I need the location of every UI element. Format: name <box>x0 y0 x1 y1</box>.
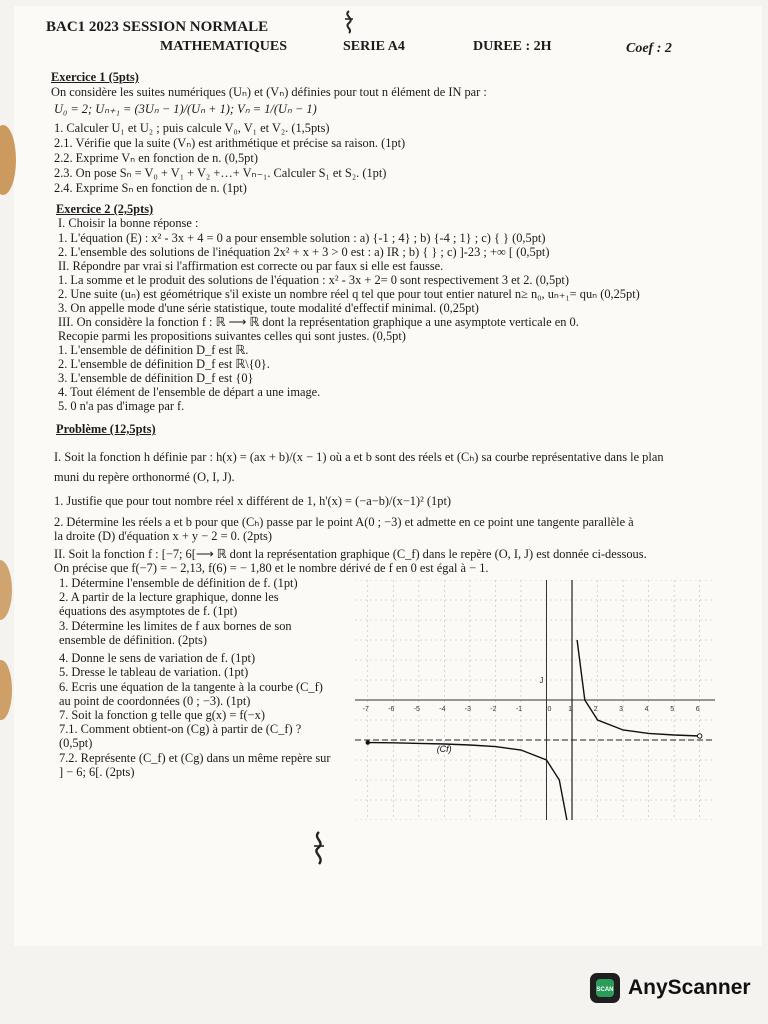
problem-question: ] − 6; 6[. (2pts) <box>59 765 135 779</box>
problem-line: II. Soit la fonction f : [−7; 6[⟶ ℝ dont la représentation graphique (C_f) dans le repère (O, I, J) est donnée ci-dessous. <box>54 547 647 561</box>
exercise2-line: 2. L'ensemble des solutions de l'inéquation 2x² + x + 3 > 0 est : a) IR ; b) { } ; c) ]-23 ; +∞ [ (0,5pt) <box>58 245 550 259</box>
signature-mark-icon <box>308 830 330 866</box>
exercise2-line: 3. L'ensemble de définition D_f est {0} <box>58 371 254 385</box>
exercise1-q1: 1. Calculer U₁ et U₂ ; puis calcule V₀, V₁ et V₂. (1,5pts) <box>54 121 330 135</box>
exercise2-line: II. Répondre par vrai si l'affirmation est correcte ou par faux si elle est fausse. <box>58 259 444 273</box>
problem-question: 4. Donne le sens de variation de f. (1pt) <box>59 651 256 665</box>
problem-question: 2. A partir de la lecture graphique, donne les <box>59 590 279 604</box>
curve-label: (Cf) <box>436 744 452 754</box>
exercise1-formula: U₀ = 2; Uₙ₊₁ = (3Uₙ − 1)/(Uₙ + 1); Vₙ = 1/(Uₙ − 1) <box>54 102 317 116</box>
exercise2-line: 5. 0 n'a pas d'image par f. <box>58 399 185 413</box>
scanner-logo-text: SCAN <box>596 987 614 993</box>
exercise1-title: Exercice 1 (5pts) <box>51 70 139 84</box>
exercise1-q2-3: 2.3. On pose Sₙ = V₀ + V₁ + V₂ +…+ Vₙ₋₁. Calculer S₁ et S₂. (1pt) <box>54 166 387 180</box>
exercise2-line: 1. L'ensemble de définition D_f est ℝ. <box>58 343 249 357</box>
problem-question: 5. Dresse le tableau de variation. (1pt) <box>59 665 249 679</box>
x-tick-label: -4 <box>439 706 446 713</box>
problem-question: 7.1. Comment obtient-on (Cg) à partir de (C_f) ? <box>59 722 302 736</box>
problem-question: 1. Détermine l'ensemble de définition de f. (1pt) <box>59 576 298 590</box>
exercise1-q2-2: 2.2. Exprime Vₙ en fonction de n. (0,5pt) <box>54 151 258 165</box>
x-tick-label: -1 <box>515 706 523 713</box>
x-tick-label: 1 <box>568 706 572 713</box>
x-tick-label: 4 <box>644 706 649 713</box>
duration-label: DUREE : 2H <box>473 39 552 54</box>
problem-line: I. Soit la fonction h définie par : h(x) = (ax + b)/(x − 1) où a et b sont des réels et (Cₕ) sa courbe représentative dans le plan <box>54 450 664 464</box>
x-tick-label: 0 <box>547 706 552 713</box>
x-tick-label: 6 <box>695 706 700 713</box>
subject-label: MATHEMATIQUES <box>160 39 288 54</box>
school-logo-icon <box>340 10 358 34</box>
page-edge-shadow <box>0 560 12 620</box>
exercise2-line: III. On considère la fonction f : ℝ ⟶ ℝ dont la représentation graphique a une asymptote verticale en 0. <box>58 315 579 329</box>
exercise2-line: 3. On appelle mode d'une série statistique, toute modalité d'effectif minimal. (0,25pt) <box>58 301 479 315</box>
page-edge-shadow <box>0 660 12 720</box>
exercise2-line: Recopie parmi les propositions suivantes celles qui sont justes. (0,5pt) <box>58 329 406 343</box>
problem-question: ensemble de définition. (2pts) <box>59 633 207 647</box>
exercise2-line: 1. La somme et le produit des solutions de l'équation : x² - 3x + 2= 0 sont respectivement 3 et 2. (0,5pt) <box>58 273 569 287</box>
exercise1-q2-4: 2.4. Exprime Sₙ en fonction de n. (1pt) <box>54 181 247 195</box>
problem-question: (0,5pt) <box>59 736 93 750</box>
serie-label: SERIE A4 <box>343 39 405 54</box>
problem-question: 3. Détermine les limites de f aux bornes de son <box>59 619 292 633</box>
problem-question: 7.2. Représente (C_f) et (Cg) dans un même repère sur <box>59 751 331 765</box>
endpoint-open <box>697 734 701 738</box>
x-tick-label: 3 <box>619 706 624 713</box>
problem-line: 1. Justifie que pour tout nombre réel x différent de 1, h'(x) = (−a−b)/(x−1)² (1pt) <box>54 494 452 508</box>
problem-title: Problème (12,5pts) <box>56 422 156 436</box>
problem-line: muni du repère orthonormé (O, I, J). <box>54 470 235 484</box>
coef-label: Coef : 2 <box>626 41 672 56</box>
exercise1-intro: On considère les suites numériques (Uₙ) et (Vₙ) définies pour tout n élément de IN par : <box>51 85 487 99</box>
exercise2-line: 2. Une suite (uₙ) est géométrique s'il existe un nombre réel q tel que pour tout entier naturel n≥ n₀, uₙ₊₁= quₙ (0,25pt) <box>58 287 640 301</box>
problem-line: On précise que f(−7) = − 2,13, f(6) = − 1,80 et le nombre dérivé de f en 0 est égal à − 1. <box>54 561 489 575</box>
curve-right-branch <box>577 640 700 736</box>
x-tick-label: -7 <box>362 706 369 713</box>
x-tick-label: -6 <box>388 706 395 713</box>
function-graph <box>355 580 715 820</box>
x-tick-label: 2 <box>593 706 598 713</box>
exercise2-title: Exercice 2 (2,5pts) <box>56 202 154 216</box>
x-tick-label: -2 <box>490 706 497 713</box>
exercise2-line: 1. L'équation (E) : x² - 3x + 4 = 0 a pour ensemble solution : a) {-1 ; 4} ; b) {-4 ; 1} ; c) { } (0,5pt) <box>58 231 546 245</box>
exercise2-line: I. Choisir la bonne réponse : <box>58 216 199 230</box>
exercise2-line: 4. Tout élément de l'ensemble de départ a une image. <box>58 385 321 399</box>
x-tick-label: 5 <box>670 706 675 713</box>
x-tick-label: -5 <box>413 706 420 713</box>
exam-title: BAC1 2023 SESSION NORMALE <box>46 19 269 35</box>
scanner-brand-name: AnyScanner <box>628 976 751 999</box>
exercise1-q2-1: 2.1. Vérifie que la suite (Vₙ) est arithmétique et précise sa raison. (1pt) <box>54 136 406 150</box>
curve-left-branch <box>368 743 567 820</box>
y-unit-label: J <box>539 676 544 685</box>
problem-line: 2. Détermine les réels a et b pour que (Cₕ) passe par le point A(0 ; −3) et admette en ce point une tangente parallèle à <box>54 515 634 529</box>
problem-question: au point de coordonnées (0 ; −3). (1pt) <box>59 694 251 708</box>
problem-line: la droite (D) d'équation x + y − 2 = 0. (2pts) <box>54 529 272 543</box>
problem-question: équations des asymptotes de f. (1pt) <box>59 604 238 618</box>
exercise2-line: 2. L'ensemble de définition D_f est ℝ\{0}. <box>58 357 270 371</box>
problem-question: 7. Soit la fonction g telle que g(x) = f(−x) <box>59 708 265 722</box>
scanner-brand <box>590 971 751 1005</box>
scanner-logo-icon <box>590 973 620 1003</box>
endpoint-closed <box>366 740 370 744</box>
x-tick-label: -3 <box>464 706 472 713</box>
problem-question: 6. Ecris une équation de la tangente à la courbe (C_f) <box>59 680 323 694</box>
